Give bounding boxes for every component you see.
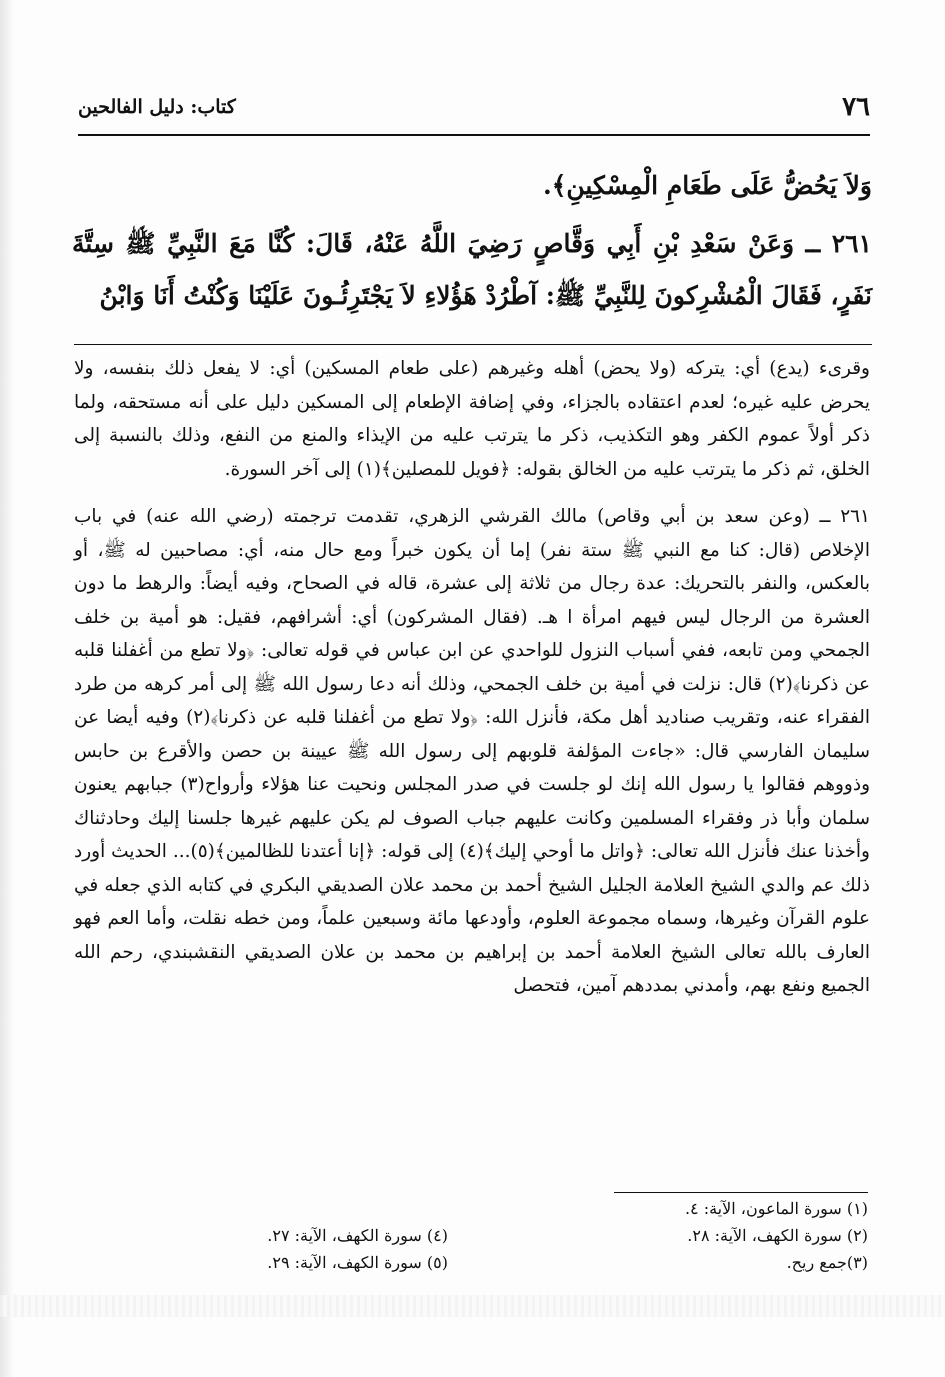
page-number: ٧٦: [842, 92, 870, 122]
hadith-text-block: [72, 160, 872, 322]
footnote-divider: [614, 1192, 868, 1193]
footnotes: [180, 1196, 868, 1292]
footnote-1: (١) سورة الماعون، الآية: ٤.: [684, 1199, 868, 1218]
footnote-3: (٣)جمع ريح.: [786, 1253, 868, 1272]
commentary-block: [74, 352, 870, 1003]
footnote-4: (٤) سورة الكهف، الآية: ٢٧.: [267, 1226, 448, 1245]
footnote-2: (٢) سورة الكهف، الآية: ٢٨.: [687, 1226, 868, 1245]
header-divider: [78, 134, 870, 136]
scan-noise-strip: [0, 1295, 945, 1317]
commentary-paragraph-2: ٢٦١ ــ (وعن سعد بن أبي وقاص) مالك القرشي الزهري، تقدمت ترجمته (رضي الله عنه) في باب الإخلاص (قال: كنا مع النبي ﷺ ستة نفر) إما أن يكون خبراً ومع حال منه، أي: مصاحبين له ﷺ، أو بالعكس، والنفر بالتحريك: عدة رجال من ثلاثة إلى عشرة، قاله في الصحاح، وفيه أيضاً: والرهط ما دون العشرة من الرجال ليس فيهم امرأة ا هـ. (فقال المشركون) أي: أشرافهم، فقيل: هو أمية بن خلف الجمحي ومن تابعه، ففي أسباب النزول للواحدي عن ابن عباس في قوله تعالى: ﴿ولا تطع من أغفلنا قلبه عن ذكرنا﴾(٢) قال: نزلت في أمية بن خلف الجمحي، وذلك أنه دعا رسول الله ﷺ إلى أمر كرهه من طرد الفقراء عنه، وتقريب صناديد أهل مكة، فأنزل الله: ﴿ولا تطع من أغفلنا قلبه عن ذكرنا﴾(٢) وفيه أيضا عن سليمان الفارسي قال: «جاءت المؤلفة قلوبهم إلى رسول الله ﷺ عيينة بن حصن والأقرع بن حابس وذووهم فقالوا يا رسول الله إنك لو جلست في صدر المجلس ونحيت عنا هؤلاء وأرواح(٣) جبابهم يعنون سلمان وأبا ذر وفقراء المسلمين وكانت عليهم جباب الصوف لم يكن عليهم غيرها جلسنا إليك وحادثناك وأخذنا عنك فأنزل الله تعالى: ﴿واتل ما أوحي إليك﴾(٤) إلى قوله: ﴿إنا أعتدنا للظالمين﴾(٥)... الحديث أورد ذلك عم والدي الشيخ العلامة الجليل الشيخ أحمد بن محمد علان الصديقي البكري في كتابه الذي جعله في علوم القرآن وغيرها، وسماه مجموعة العلوم، وأودعها مائة وسبعين علماً، ومن خطه نقلت، وأما العم فهو العارف بالله تعالى الشيخ العلامة أحمد بن إبراهيم بن محمد بن علان الصديقي النقشبندي، رحم الله الجميع ونفع بهم، وأمدني بمددهم آمين، فتحصل: [74, 506, 871, 996]
hadith-261-text: ٢٦١ ــ وَعَنْ سَعْدِ بْنِ أَبِي وَقَّاصٍ رَضِيَ اللَّهُ عَنْهُ، قَالَ: كُنَّا مَعَ النَّبِيِّ ﷺ سِتَّةَ نَفَرٍ، فَقَالَ الْمُشْرِكونَ لِلنَّبِيِّ ﷺ: آطْرُدْ هَؤُلاءِ لاَ يَجْتَرِئُـونَ عَلَيْنَا وَكُنْتُ أَنَا وَابْنُ: [72, 229, 872, 310]
commentary-paragraph-1: وقرىء (يدع) أي: يتركه (ولا يحض) أهله وغيرهم (على طعام المسكين) أي: لا يفعل ذلك بنفسه، ولا يحرض عليه غيره؛ لعدم اعتقاده بالجزاء، وفي إضافة الإطعام إلى المسكين دليل على أنه مستحقه، ولما ذكر أولاً عموم الكفر وهو التكذيب، ذكر ما يترتب عليه من الإيذاء والمنع من النفع، وذلك بالنسبة إلى الخلق، ثم ذكر ما يترتب عليه من الخالق بقوله: ﴿فويل للمصلين﴾(١) إلى آخر السورة.: [74, 358, 870, 480]
footnote-5: (٥) سورة الكهف، الآية: ٢٩.: [267, 1253, 448, 1272]
book-title: كتاب: دليل الفالحين: [78, 96, 236, 118]
quran-verse-ending: وَلاَ يَحُضُّ عَلَى طَعَامِ الْمِسْكِينِ﴾.: [542, 171, 872, 200]
page-header: [78, 92, 870, 134]
commentary-divider: [74, 344, 872, 345]
scan-edge-shadow: [0, 0, 14, 1377]
